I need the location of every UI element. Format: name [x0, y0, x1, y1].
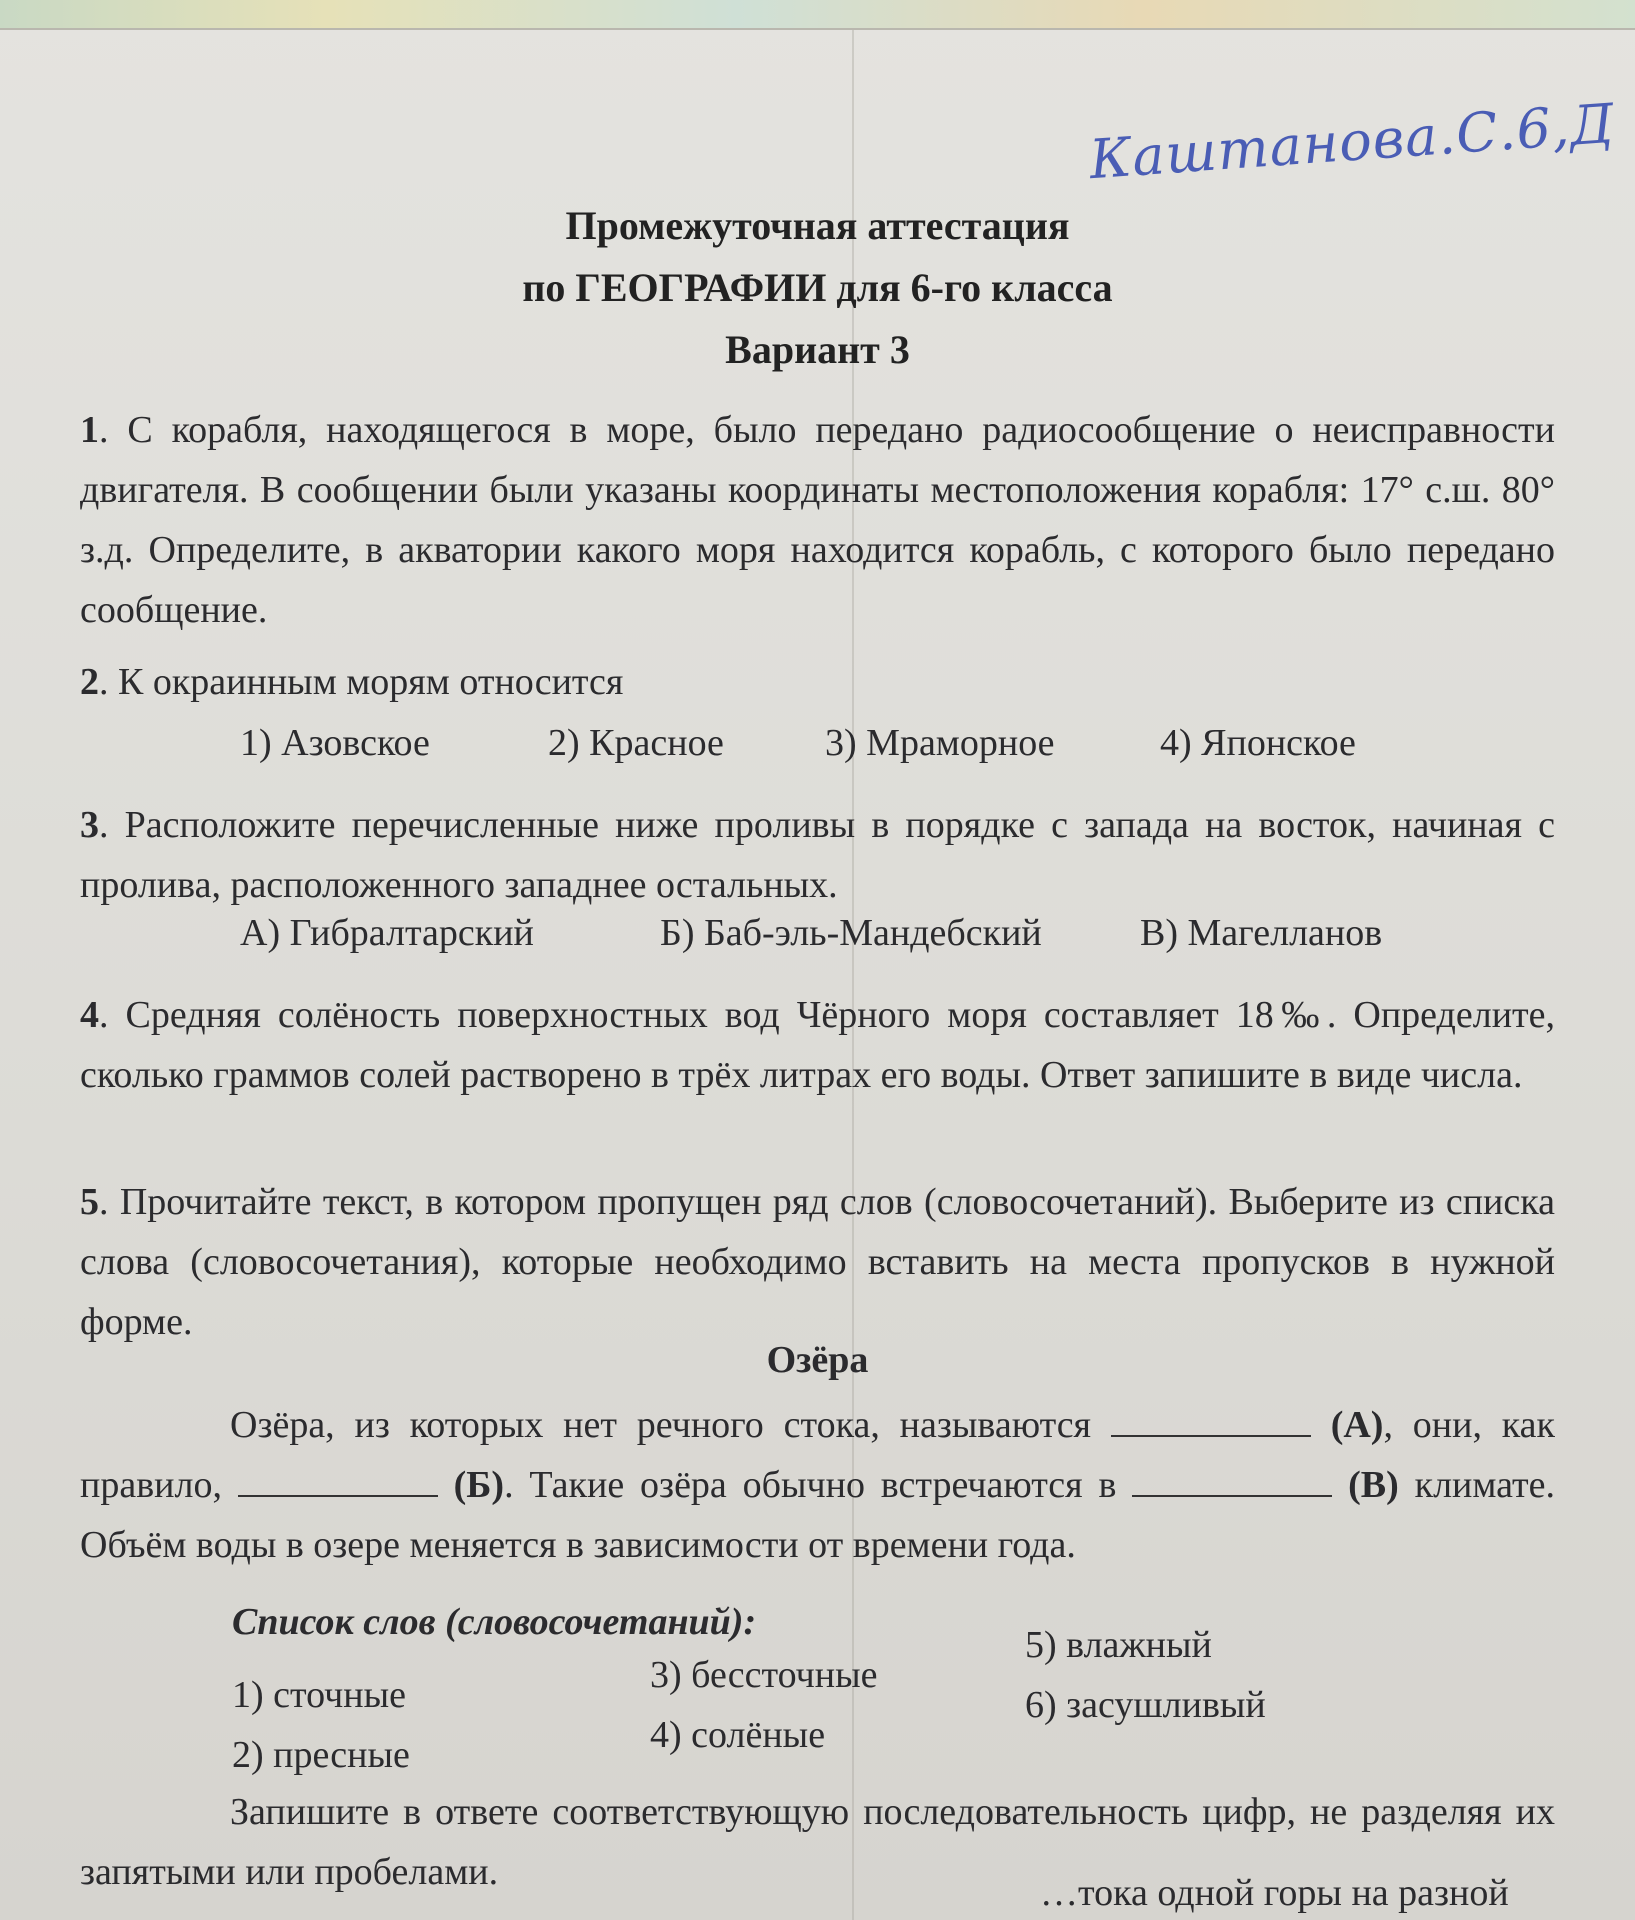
q2-option-4: 4) Японское: [1160, 722, 1356, 764]
blank-a-label: (А): [1330, 1404, 1384, 1446]
question-1-number: 1: [80, 409, 99, 451]
answer-instruction: Запишите в ответе соответствующую последовательность цифр, не разделяя их запятыми или пробелами.: [80, 1791, 1555, 1893]
title-line-2: по ГЕОГРАФИИ для 6-го класса: [522, 265, 1113, 310]
question-3-text: . Расположите перечисленные ниже проливы в порядке с запада на восток, начиная с пролива, расположенного западнее остальных.: [80, 804, 1555, 906]
q2-option-1: 1) Азовское: [240, 722, 430, 764]
word-6: 6) засушливый: [1025, 1684, 1266, 1726]
passage-title: Озёра: [766, 1339, 869, 1381]
variant-label: Вариант 3: [725, 327, 910, 372]
word-list-title: Список слов (словосочетаний):: [232, 1601, 757, 1643]
q2-option-3: 3) Мраморное: [825, 722, 1055, 764]
question-2-text: . К окраинным морям относится: [99, 661, 624, 703]
blank-c-label: (В): [1348, 1464, 1399, 1506]
question-4-number: 4: [80, 994, 99, 1036]
next-question-fragment-row: [0, 1868, 1635, 1918]
question-2-number: 2: [80, 661, 99, 703]
title-line-1: Промежуточная аттестация: [565, 203, 1070, 248]
word-5: 5) влажный: [1025, 1624, 1212, 1666]
question-5: [80, 1172, 1555, 1352]
passage-part-4: климате. Объём воды в озере меняется в зависимости от времени года.: [80, 1464, 1556, 1566]
word-1: 1) сточные: [232, 1674, 406, 1716]
word-list: [0, 1624, 1635, 1780]
blank-c[interactable]: [1132, 1463, 1332, 1497]
question-3-options: [0, 908, 1635, 958]
word-4: 4) солёные: [650, 1714, 826, 1756]
q3-option-b: Б) Баб-эль-Мандебский: [660, 912, 1042, 954]
question-5-number: 5: [80, 1181, 99, 1223]
q3-option-a: А) Гибралтарский: [240, 912, 534, 954]
q3-option-c: В) Магелланов: [1140, 912, 1383, 954]
blank-a[interactable]: [1111, 1403, 1311, 1437]
q2-option-2: 2) Красное: [548, 722, 724, 764]
document-header: [0, 195, 1635, 381]
passage-part-2: , они, как правило,: [80, 1404, 1556, 1506]
passage-text: [80, 1395, 1555, 1575]
next-question-fragment: …тока одной горы на разной: [1040, 1872, 1509, 1914]
blank-b-label: (Б): [453, 1464, 505, 1506]
question-5-text: . Прочитайте текст, в котором пропущен ряд слов (словосочетаний). Выберите из списка слова (словосочетания), которые необходимо вставить на места пропусков в нужной форме.: [80, 1181, 1555, 1343]
question-1: [80, 400, 1555, 640]
word-2: 2) пресные: [232, 1734, 410, 1776]
map-strip: [0, 0, 1635, 30]
question-3-number: 3: [80, 804, 99, 846]
question-3: [80, 795, 1555, 915]
word-3: 3) бессточные: [650, 1654, 878, 1696]
blank-b[interactable]: [238, 1463, 438, 1497]
question-4: [80, 985, 1555, 1105]
handwritten-signature: Каштанова.С.6,Д: [1087, 91, 1617, 192]
passage-part-3: . Такие озёра обычно встречаются в: [504, 1464, 1117, 1506]
question-1-text: . С корабля, находящегося в море, было передано радиосообщение о неисправности двигателя. В сообщении были указаны координаты местоположения корабля: 17° с.ш. 80° з.д. Определите, в акватории какого моря находится корабль, с которого было передано сообщение.: [80, 409, 1555, 631]
passage-part-1: Озёра, из которых нет речного стока, называются: [230, 1404, 1092, 1446]
question-4-text: . Средняя солёность поверхностных вод Чёрного моря составляет 18‰. Определите, сколько граммов солей растворено в трёх литрах его воды. Ответ запишите в виде числа.: [80, 994, 1555, 1096]
question-2-options: [0, 718, 1635, 768]
question-2: [80, 652, 1555, 712]
